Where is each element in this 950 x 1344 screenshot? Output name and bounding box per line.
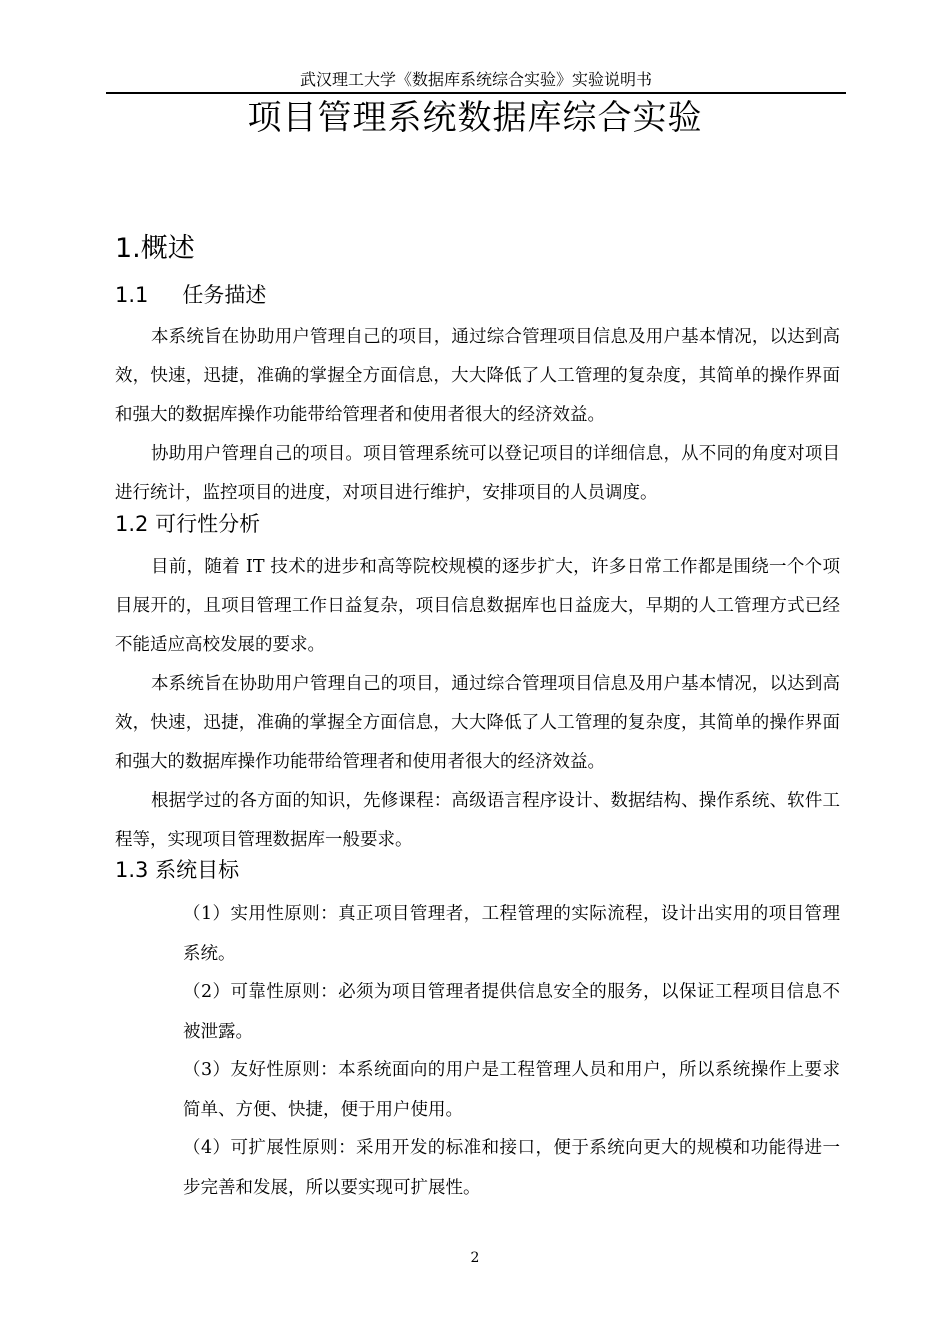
goal-item: （4）可扩展性原则：采用开发的标准和接口，便于系统向更大的规模和功能得进一步完善和发展，所以要实现可扩展性。 [183, 1138, 840, 1198]
section-heading-system-goals: 1.3 系统目标 [115, 858, 240, 882]
goal-item: （1）实用性原则：真正项目管理者，工程管理的实际流程，设计出实用的项目管理系统。 [183, 904, 840, 964]
header-rule [106, 92, 846, 94]
paragraph: 本系统旨在协助用户管理自己的项目，通过综合管理项目信息及用户基本情况，以达到高效，快速，迅捷，准确的掌握全方面信息，大大降低了人工管理的复杂度，其简单的操作界面和强大的数据库操作功能带给管理者和使用者很大的经济效益。 [115, 674, 840, 772]
paragraph: 目前，随着 IT 技术的进步和高等院校规模的逐步扩大，许多日常工作都是围绕一个个项目展开的，且项目管理工作日益复杂，项目信息数据库也日益庞大，早期的人工管理方式已经不能适应高校发展的要求。 [115, 557, 840, 655]
paragraph: 根据学过的各方面的知识，先修课程：高级语言程序设计、数据结构、操作系统、软件工程等，实现项目管理数据库一般要求。 [115, 791, 840, 850]
page-number: 2 [470, 1250, 480, 1266]
section-heading-task-description [115, 281, 266, 309]
section-number: 1.1 [115, 283, 149, 307]
paragraph: 本系统旨在协助用户管理自己的项目，通过综合管理项目信息及用户基本情况，以达到高效，快速，迅捷，准确的掌握全方面信息，大大降低了人工管理的复杂度，其简单的操作界面和强大的数据库操作功能带给管理者和使用者很大的经济效益。 [115, 327, 840, 425]
goal-item: （3）友好性原则：本系统面向的用户是工程管理人员和用户，所以系统操作上要求简单、方便、快捷，便于用户使用。 [183, 1060, 840, 1120]
section-heading-feasibility: 1.2 可行性分析 [115, 512, 261, 536]
paragraph: 协助用户管理自己的项目。项目管理系统可以登记项目的详细信息，从不同的角度对项目进行统计，监控项目的进度，对项目进行维护，安排项目的人员调度。 [115, 444, 840, 503]
goal-item: （2）可靠性原则：必须为项目管理者提供信息安全的服务，以保证工程项目信息不被泄露。 [183, 982, 840, 1042]
document-title: 项目管理系统数据库综合实验 [247, 98, 703, 138]
section-title: 任务描述 [182, 283, 267, 307]
section-heading-overview: 1.概述 [115, 233, 195, 264]
running-header: 武汉理工大学《数据库系统综合实验》实验说明书 [299, 70, 652, 89]
